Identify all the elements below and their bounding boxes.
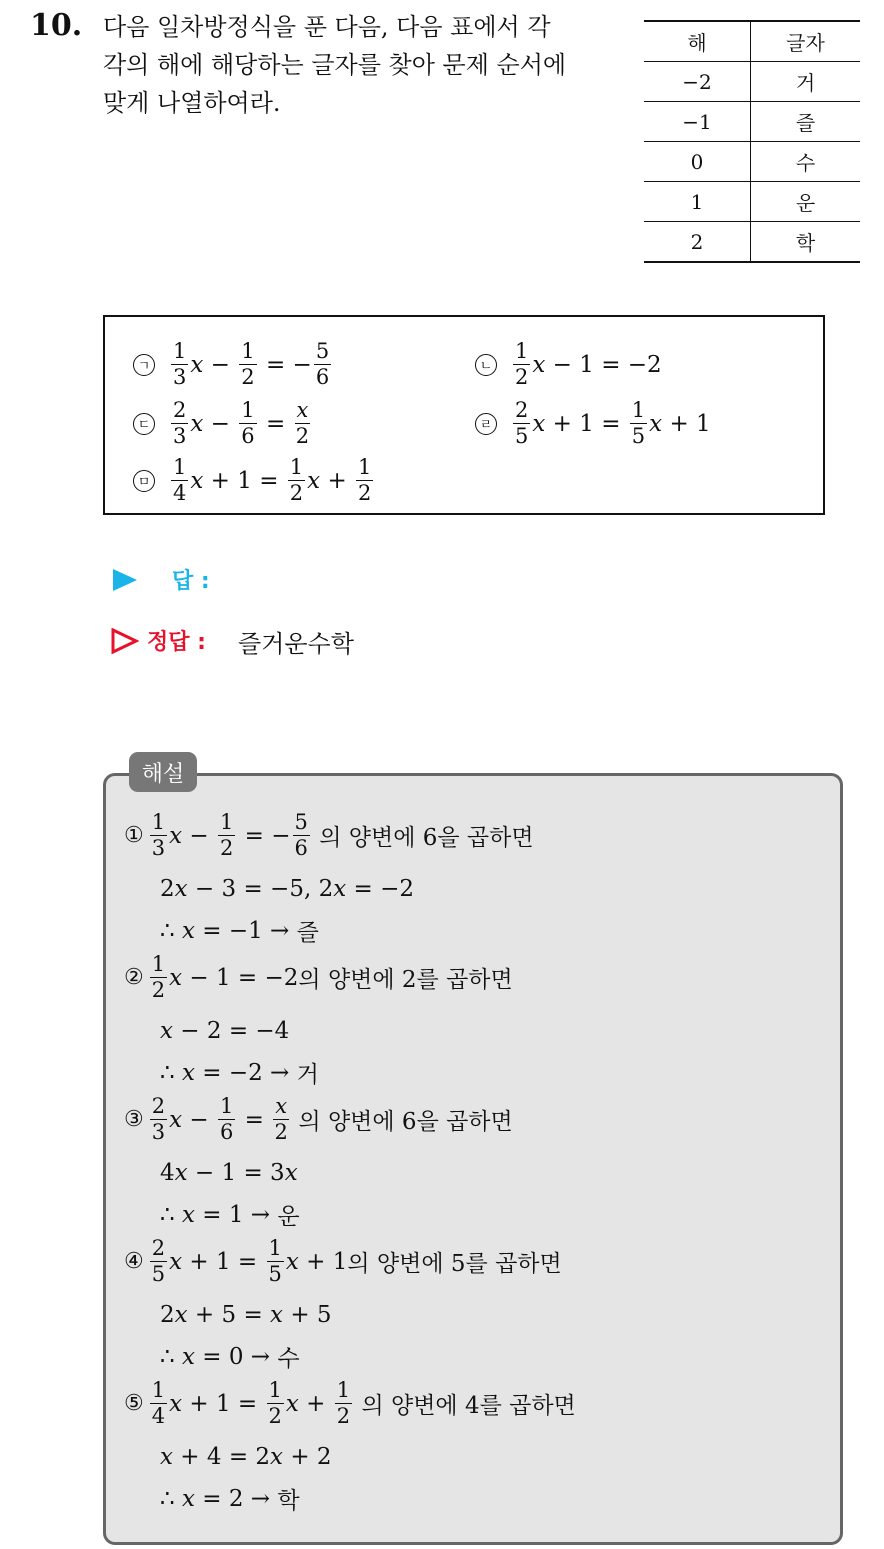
table-cell-solution: 0 [644, 142, 751, 182]
explanation-line: ∴ x = −2 → 거 [160, 1059, 319, 1088]
equation-1: ㄱ $\frac{1}{3}$ x − $\frac{1}{2}$ = − $\frac{5}{6}$ [133, 341, 333, 388]
explanation-line: x − 2 = −4 [160, 1018, 290, 1044]
table-header-letter: 글자 [751, 21, 861, 62]
question-text-line-1: 다음 일차방정식을 푼 다음, 다음 표에서 각 [103, 13, 551, 41]
equation-marker: ㅁ [133, 470, 155, 492]
table-row [644, 182, 860, 222]
question-number: 10. [30, 8, 83, 43]
equation-marker: ㄹ [475, 413, 497, 435]
equation-marker: ㄱ [133, 354, 155, 376]
correct-arrow-icon [111, 628, 139, 658]
table-cell-solution: −1 [644, 102, 751, 142]
explanation-step-2: ② $\frac{1}{2}$ x − 1 = −2 의 양변에 2를 곱하면 [124, 952, 513, 1002]
question-text-line-3: 맞게 나열하여라. [103, 89, 281, 117]
table-cell-letter: 즐 [751, 102, 861, 142]
table-row [644, 102, 860, 142]
explanation-line: x + 4 = 2 x + 2 [160, 1444, 332, 1470]
equation-box [103, 315, 825, 515]
table-cell-solution: 1 [644, 182, 751, 222]
equation-3: ㄷ $\frac{2}{3}$ x − $\frac{1}{6}$ = $\frac{x}{2}$ [133, 400, 312, 447]
correct-answer-value: 즐거운수학 [238, 630, 354, 658]
correct-answer-label: 정답 : [147, 630, 206, 655]
answer-arrow-icon [112, 568, 138, 596]
table-row [644, 62, 860, 102]
answer-label: 답 : [172, 569, 210, 594]
equation-marker: ㄴ [475, 354, 497, 376]
explanation-tab: 해설 [129, 752, 197, 792]
equation-marker: ㄷ [133, 413, 155, 435]
explanation-line: 2 x + 5 = x + 5 [160, 1302, 332, 1328]
table-cell-letter: 거 [751, 62, 861, 102]
explanation-line: ∴ x = 2 → 학 [160, 1485, 300, 1514]
table-header-row [644, 21, 860, 62]
equation-2: ㄴ $\frac{1}{2}$ x − 1 = −2 [475, 341, 662, 388]
table-cell-solution: 2 [644, 222, 751, 263]
table-header-solution: 해 [644, 21, 751, 62]
explanation-line: 2 x − 3 = −5, 2 x = −2 [160, 876, 415, 902]
explanation-line: 4 x − 1 = 3 x [160, 1160, 298, 1186]
question-text-line-2: 각의 해에 해당하는 글자를 찾아 문제 순서에 [103, 51, 567, 79]
explanation-step-1: ① $\frac{1}{3}$ x − $\frac{1}{2}$ = − $\frac{5}{6}$ 의 양변에 6을 곱하면 [124, 810, 534, 860]
table-row [644, 142, 860, 182]
explanation-step-4: ④ $\frac{2}{5}$ x + 1 = $\frac{1}{5}$ x + 1 의 양변에 5를 곱하면 [124, 1236, 562, 1286]
explanation-line: ∴ x = −1 → 즐 [160, 917, 319, 946]
explanation-line: ∴ x = 1 → 운 [160, 1201, 300, 1230]
explanation-step-3: ③ $\frac{2}{3}$ x − $\frac{1}{6}$ = $\frac{x}{2}$ 의 양변에 6을 곱하면 [124, 1094, 513, 1144]
equation-4: ㄹ $\frac{2}{5}$ x + 1 = $\frac{1}{5}$ x + 1 [475, 400, 711, 447]
explanation-step-5: ⑤ $\frac{1}{4}$ x + 1 = $\frac{1}{2}$ x + $\frac{1}{2}$ 의 양변에 4를 곱하면 [124, 1378, 576, 1428]
table-cell-letter: 학 [751, 222, 861, 263]
table-cell-letter: 운 [751, 182, 861, 222]
equation-5: ㅁ $\frac{1}{4}$ x + 1 = $\frac{1}{2}$ x + $\frac{1}{2}$ [133, 457, 375, 504]
table-cell-letter: 수 [751, 142, 861, 182]
table-row [644, 222, 860, 263]
explanation-line: ∴ x = 0 → 수 [160, 1343, 300, 1372]
solution-letter-table [644, 20, 860, 263]
table-cell-solution: −2 [644, 62, 751, 102]
